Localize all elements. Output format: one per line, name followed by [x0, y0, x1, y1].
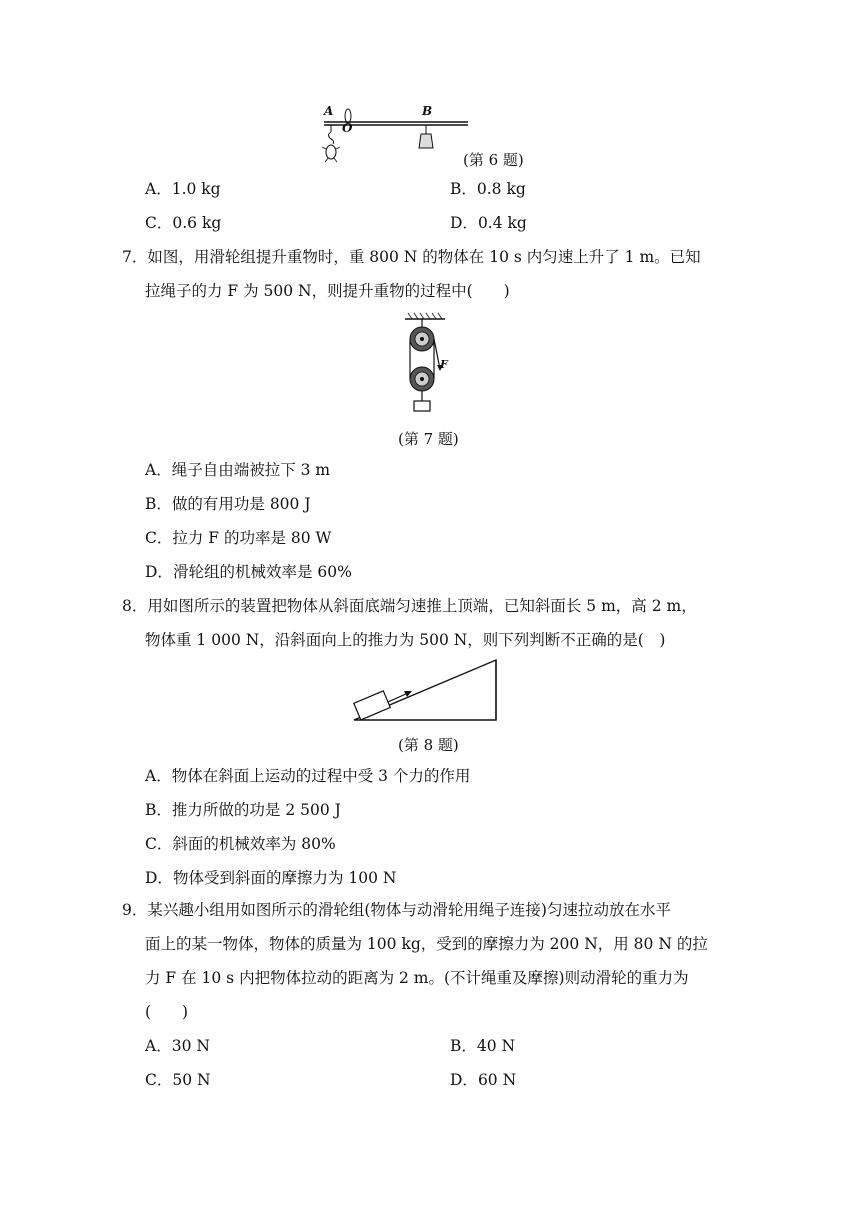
q8-option-a: A．物体在斜面上运动的过程中受 3 个力的作用 [145, 767, 471, 785]
q6-option-d: D．0.4 kg [450, 214, 527, 232]
q6-steelyard-figure [318, 104, 478, 174]
q8-option-d: D．物体受到斜面的摩擦力为 100 N [145, 869, 397, 887]
q7-option-d: D．滑轮组的机械效率是 60% [145, 563, 352, 581]
q9-stem-line3: 力 F 在 10 s 内把物体拉动的距离为 2 m。(不计绳重及摩擦)则动滑轮的重力为 [145, 969, 689, 987]
q9-stem-line2: 面上的某一物体，物体的质量为 100 kg，受到的摩擦力为 200 N，用 80 N 的拉 [145, 935, 708, 953]
q7-force-label: F [440, 358, 448, 371]
q6-option-c: C．0.6 kg [145, 214, 222, 232]
q9-stem-line4: ( ) [145, 1003, 189, 1021]
q7-option-a: A．绳子自由端被拉下 3 m [145, 461, 331, 479]
q6-option-a: A．1.0 kg [145, 180, 221, 198]
q7-option-c: C．拉力 F 的功率是 80 W [145, 529, 332, 547]
q7-stem-line2: 拉绳子的力 F 为 500 N，则提升重物的过程中( ) [145, 282, 510, 300]
q7-option-b: B．做的有用功是 800 J [145, 495, 311, 513]
q6-caption: (第 6 题) [463, 151, 524, 169]
q8-stem-line1: 8．用如图所示的装置把物体从斜面底端匀速推上顶端，已知斜面长 5 m，高 2 m， [122, 597, 697, 615]
q6-label-a: A [324, 104, 334, 118]
q8-incline-figure [352, 658, 502, 724]
q8-option-c: C．斜面的机械效率为 80% [145, 835, 336, 853]
q7-pulley-figure [400, 313, 460, 413]
q8-stem-line2: 物体重 1 000 N，沿斜面向上的推力为 500 N，则下列判断不正确的是( ) [145, 631, 666, 649]
q9-option-d: D．60 N [450, 1071, 517, 1089]
q6-label-b: B [422, 104, 433, 118]
q9-stem-line1: 9．某兴趣小组用如图所示的滑轮组(物体与动滑轮用绳子连接)匀速拉动放在水平 [122, 901, 671, 919]
q6-option-b: B．0.8 kg [450, 180, 526, 198]
q9-option-c: C．50 N [145, 1071, 211, 1089]
q8-caption: (第 8 题) [398, 736, 459, 754]
q9-option-b: B．40 N [450, 1037, 516, 1055]
q7-stem-line1: 7．如图，用滑轮组提升重物时，重 800 N 的物体在 10 s 内匀速上升了 1 m。已知 [122, 248, 701, 266]
q7-caption: (第 7 题) [398, 430, 459, 448]
q8-option-b: B．推力所做的功是 2 500 J [145, 801, 341, 819]
q9-option-a: A．30 N [145, 1037, 210, 1055]
q6-label-o: O [342, 121, 353, 135]
